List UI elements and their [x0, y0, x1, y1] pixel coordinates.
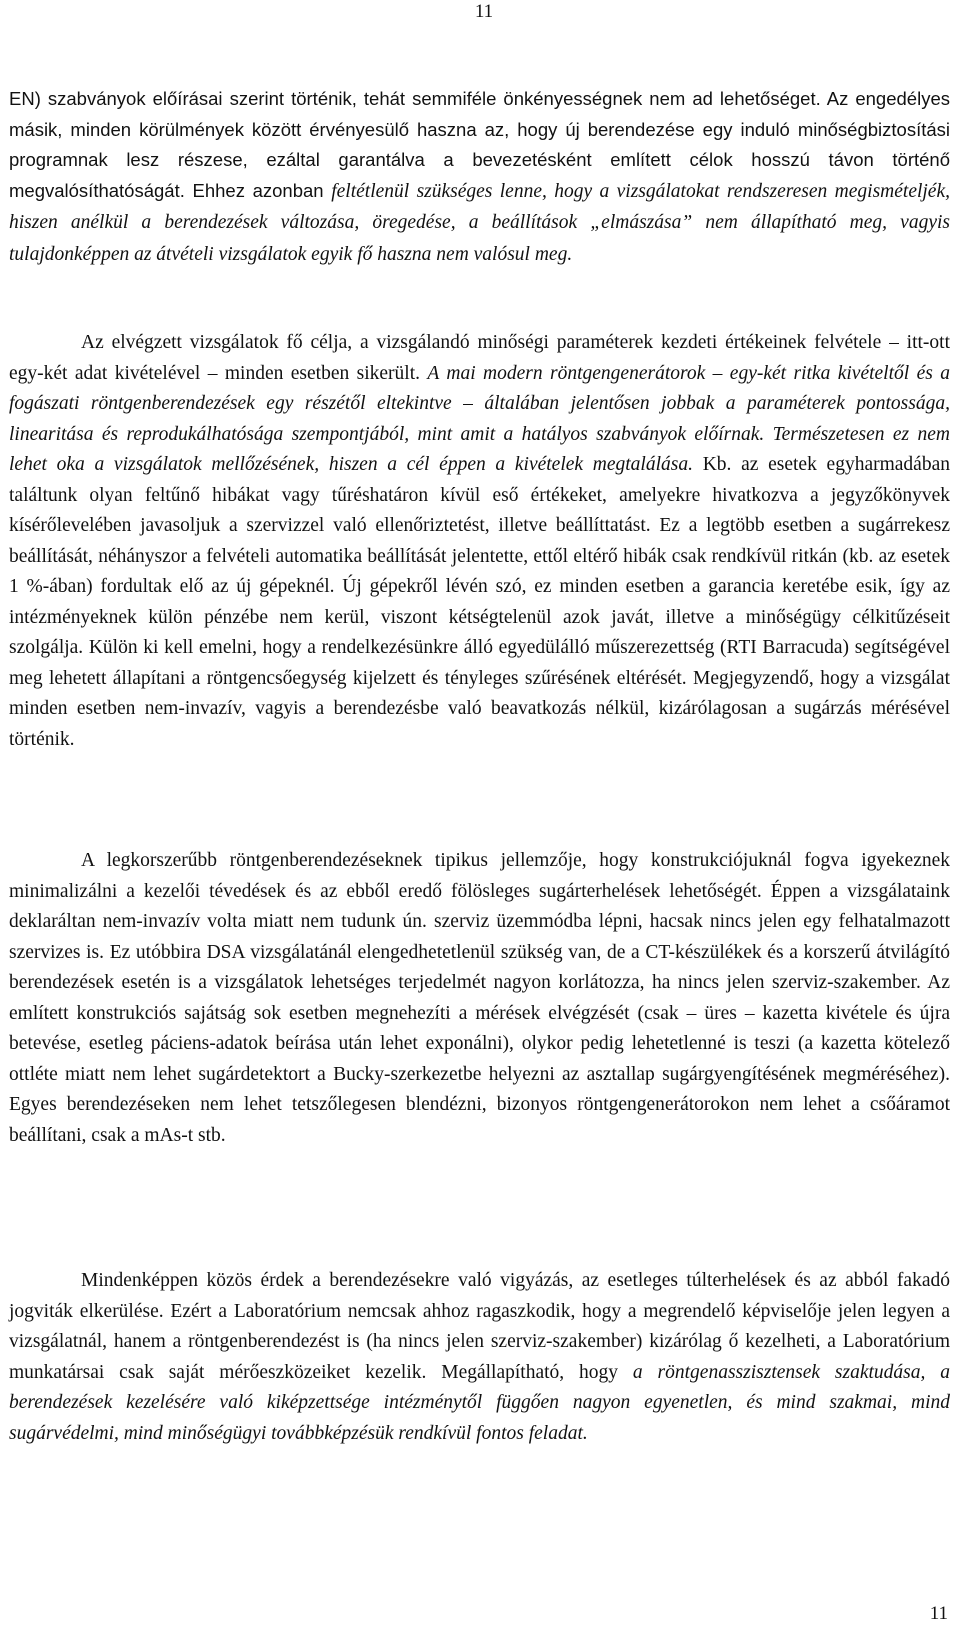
- paragraph-2: [9, 328, 950, 755]
- page-number-bottom: 11: [929, 1603, 948, 1624]
- paragraph-4: [9, 1266, 950, 1449]
- text-segment: EN) szabványok előírásai szerint történik, tehát semmiféle önkényességnek nem ad lehetőséget. Az engedélyes másik, minden körülmények között érvényesülő haszna az, hogy új berendezése egy induló minőségbiztosítási programnak lesz részese, ezáltal garantálva a bevezetésként említett célok hosszú távon történő megvalósíthatóságát.: [9, 88, 950, 201]
- text-segment-italic: A mai modern röntgengenerátorok – egy-két ritka kivételtől és a fogászati röntgenberendezések egy részétől eltekintve – általában jelentősen jobbak a paraméterek pontossága, linearitása és reprodukálhatósága szempontjából, mint amit a hatályos szabványok előírnak. Természetesen ez nem lehet oka a vizsgálatok mellőzésének, hiszen a cél éppen a kivételek megtalálása.: [9, 362, 950, 475]
- paragraph-1: [9, 84, 950, 270]
- text-segment: Az elvégzett vizsgálatok fő célja, a vizsgálandó minőségi paraméterek kezdeti értékeinek felvétele – itt-ott egy-két adat kivételével – minden esetben sikerült.: [9, 332, 950, 384]
- text-segment: Mindenképpen közös érdek a berendezésekre való vigyázás, az esetleges túlterhelések és az abból fakadó jogviták elkerülése. Ezért a Laboratórium nemcsak ahhoz ragaszkodik, hogy a megrendelő képviselője jelen legyen a vizsgálatnál, hanem a röntgenberendezést is (ha nincs jelen szerviz-szakember) kizárólag ő kezelheti, a Laboratórium munkatársai csak saját mérőeszközeiket kezelik. Megállapítható, hogy: [9, 1270, 950, 1383]
- text-segment: A legkorszerűbb röntgenberendezéseknek tipikus jellemzője, hogy konstrukciójuknál fogva igyekeznek minimalizálni a kezelői tévedések és az ebből eredő fölösleges sugárterhelések lehetőségét. Éppen a vizsgálataink deklaráltan nem-invazív volta miatt nem tudunk ún. szerviz üzemmódba lépni, hacsak nincs jelen egy felhatalmazott szervizes is. Ez utóbbira DSA vizsgálatánál elengedhetetlenül szükség van, de a CT-készülékek és a korszerű átvilágító berendezések esetén is a vizsgálatok lehetséges terjedelmét nagyon korlátozza, ha nincs jelen szerviz-szakember. Az említett konstrukciós sajátság sok esetben megnehezíti a mérések elvégzését (csak – üres – kazetta kivétele és újra betevése, esetleg páciens-adatok beírása után lehet exponálni), olykor pedig lehetetlenné is teszi (a kazetta kötelező ottléte miatt nem lehet sugárdetektort a Bucky-szerkezetbe helyezni az asztallap sugárgyengítésének megméréséhez). Egyes berendezéseken nem lehet tetszőlegesen blendézni, bizonyos röntgengenerátorokon nem lehet a csőáramot beállítani, csak a mAs-t stb.: [9, 850, 950, 1146]
- text-segment: Kb. az esetek egyharmadában találtunk olyan feltűnő hibákat vagy tűréshatáron kívül eső értékeket, amelyekre hivatkozva a jegyzőkönyvek kísérőlevelében javasoljuk a szervizzel való ellenőriztetést, illetve beállíttatást. Ez a legtöbb esetben a sugárrekesz beállítását, néhányszor a felvételi automatika beállítását jelentette, ettől eltérő hibák csak rendkívül ritkán (kb. az esetek 1 %-ában) fordultak elő az új gépeknél. Új gépekről lévén szó, ez minden esetben a garancia keretébe esik, így az intézményeknek külön pénzébe nem kerül, viszont kétségtelenül azok javát, illetve a minőségügy célkitűzéseit szolgálja. Külön ki kell emelni, hogy a rendelkezésünkre álló egyedülálló műszerezettség (RTI Barracuda) segítségével meg lehetett állapítani a röntgencsőegység kijelzett és tényleges szűrésének eltérését. Megjegyzendő, hogy a vizsgálat minden esetben nem-invazív, vagyis a berendezésbe való beavatkozás nélkül, kizárólagosan a sugárzás mérésével történik.: [9, 454, 950, 750]
- text-segment-italic: a röntgenasszisztensek szaktudása, a berendezések kezelésére való kiképzettsége intézménytől függően nagyon egyenetlen, és mind szakmai, mind sugárvédelmi, mind minőségügyi továbbképzésük rendkívül fontos feladat.: [9, 1361, 950, 1444]
- text-segment-italic: feltétlenül szükséges lenne, hogy a vizsgálatokat rendszeresen megismételjék, hiszen anélkül a berendezések változása, öregedése, a beállítások „elmászása” nem állapítható meg, vagyis tulajdonképpen az átvételi vizsgálatok egyik fő haszna nem valósul meg.: [9, 180, 950, 265]
- text-segment: Ehhez azonban: [192, 179, 332, 201]
- paragraph-3: [9, 846, 950, 1151]
- page-number-top: 11: [474, 1, 494, 22]
